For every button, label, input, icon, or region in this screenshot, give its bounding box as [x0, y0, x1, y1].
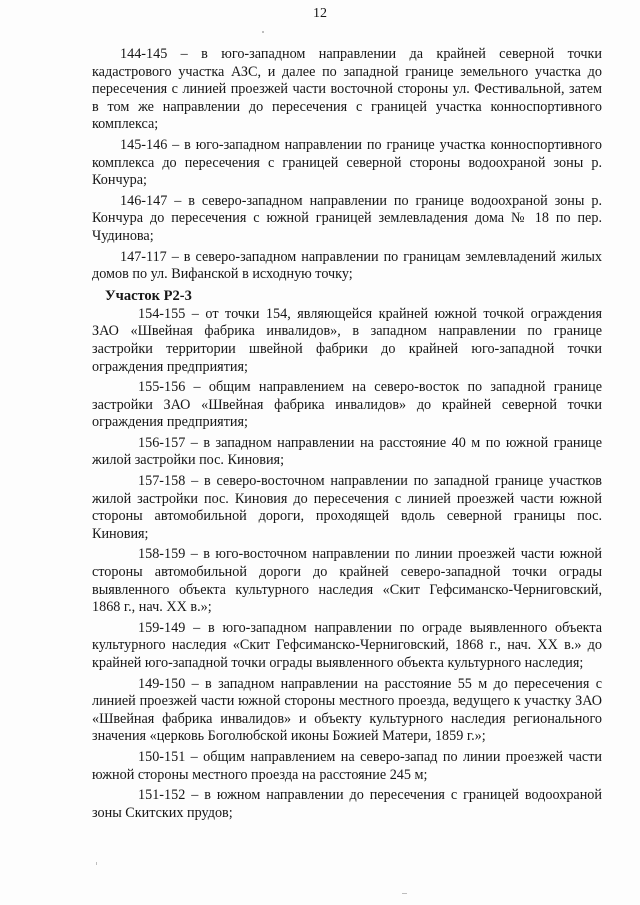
section-heading: Участок Р2-3: [105, 287, 192, 304]
scan-speck: [262, 31, 264, 33]
paragraph-159-149: 159-149 – в юго-западном направлении по ограде выявленного объекта культурного наследия «Скит Гефсиманско-Черниговский, 1868 г., нач. XX в.» до крайней юго-западной точки ограды выявленного объекта культурного наследия;: [92, 619, 602, 671]
paragraph-145-146: 145-146 – в юго-западном направлении по границе участка конноспортивного комплекса до пересечения с границей северной стороны водоохраной зоны р. Кончура;: [92, 136, 602, 189]
paragraph-155-156: 155-156 – общим направлением на северо-восток по западной границе застройки ЗАО «Швейная фабрика инвалидов» до крайней северной точки ограждения предприятия;: [92, 379, 602, 431]
document-body: [92, 46, 602, 825]
paragraph-158-159: 158-159 – в юго-восточном направлении по линии проезжей части южной стороны автомобильной дороги до крайней северо-западной точки ограды выявленного объекта культурного наследия «Скит Гефсиманско-Черниговский, 1868 г., нач. XX в.»;: [92, 546, 602, 616]
scan-speck: [402, 893, 407, 894]
paragraph-156-157: 156-157 – в западном направлении на расстояние 40 м по южной границе жилой застройки пос. Киновия;: [92, 434, 602, 469]
paragraph-146-147: 146-147 – в северо-западном направлении по границе водоохраной зоны р. Кончура до пересечения с южной границей землевладения дома № 18 по пер. Чудинова;: [92, 192, 602, 244]
paragraph-150-151: 150-151 – общим направлением на северо-запад по линии проезжей части южной стороны местного проезда на расстояние 245 м;: [92, 748, 602, 783]
paragraph-149-150: 149-150 – в западном направлении на расстояние 55 м до пересечения с линией проезжей части южной стороны местного проезда, ведущего к участку ЗАО «Швейная фабрика инвалидов» и объекту культурного наследия регионального значения «церковь Боголюбской иконы Божией Матери, 1859 г.»;: [92, 675, 602, 745]
paragraph-144-145: 144-145 – в юго-западном направлении да крайней северной точки кадастрового участка АЗС, и далее по западной границе земельного участка до пересечения с линией проезжей части восточной стороны ул. Фестивальной, затем в том же направлении до пересечения с границей участка конноспортивного комплекса;: [92, 46, 602, 133]
scan-speck: [96, 862, 97, 865]
page-number: 12: [313, 6, 327, 21]
paragraph-154-155: 154-155 – от точки 154, являющейся крайней южной точкой ограждения ЗАО «Швейная фабрика инвалидов», в западном направлении по границе застройки территории швейной фабрики до крайней юго-западной точки ограждения предприятия;: [92, 305, 602, 375]
paragraph-147-117: 147-117 – в северо-западном направлении по границам землевладений жилых домов по ул. Вифанской в исходную точку;: [92, 248, 602, 283]
paragraph-157-158: 157-158 – в северо-восточном направлении по западной границе участков жилой застройки пос. Киновия до пересечения с линией проезжей части южной стороны автомобильной дороги, проходящей вдоль северной границы пос. Киновия;: [92, 473, 602, 542]
paragraph-151-152: 151-152 – в южном направлении до пересечения с границей водоохраной зоны Скитских прудов;: [92, 787, 602, 821]
